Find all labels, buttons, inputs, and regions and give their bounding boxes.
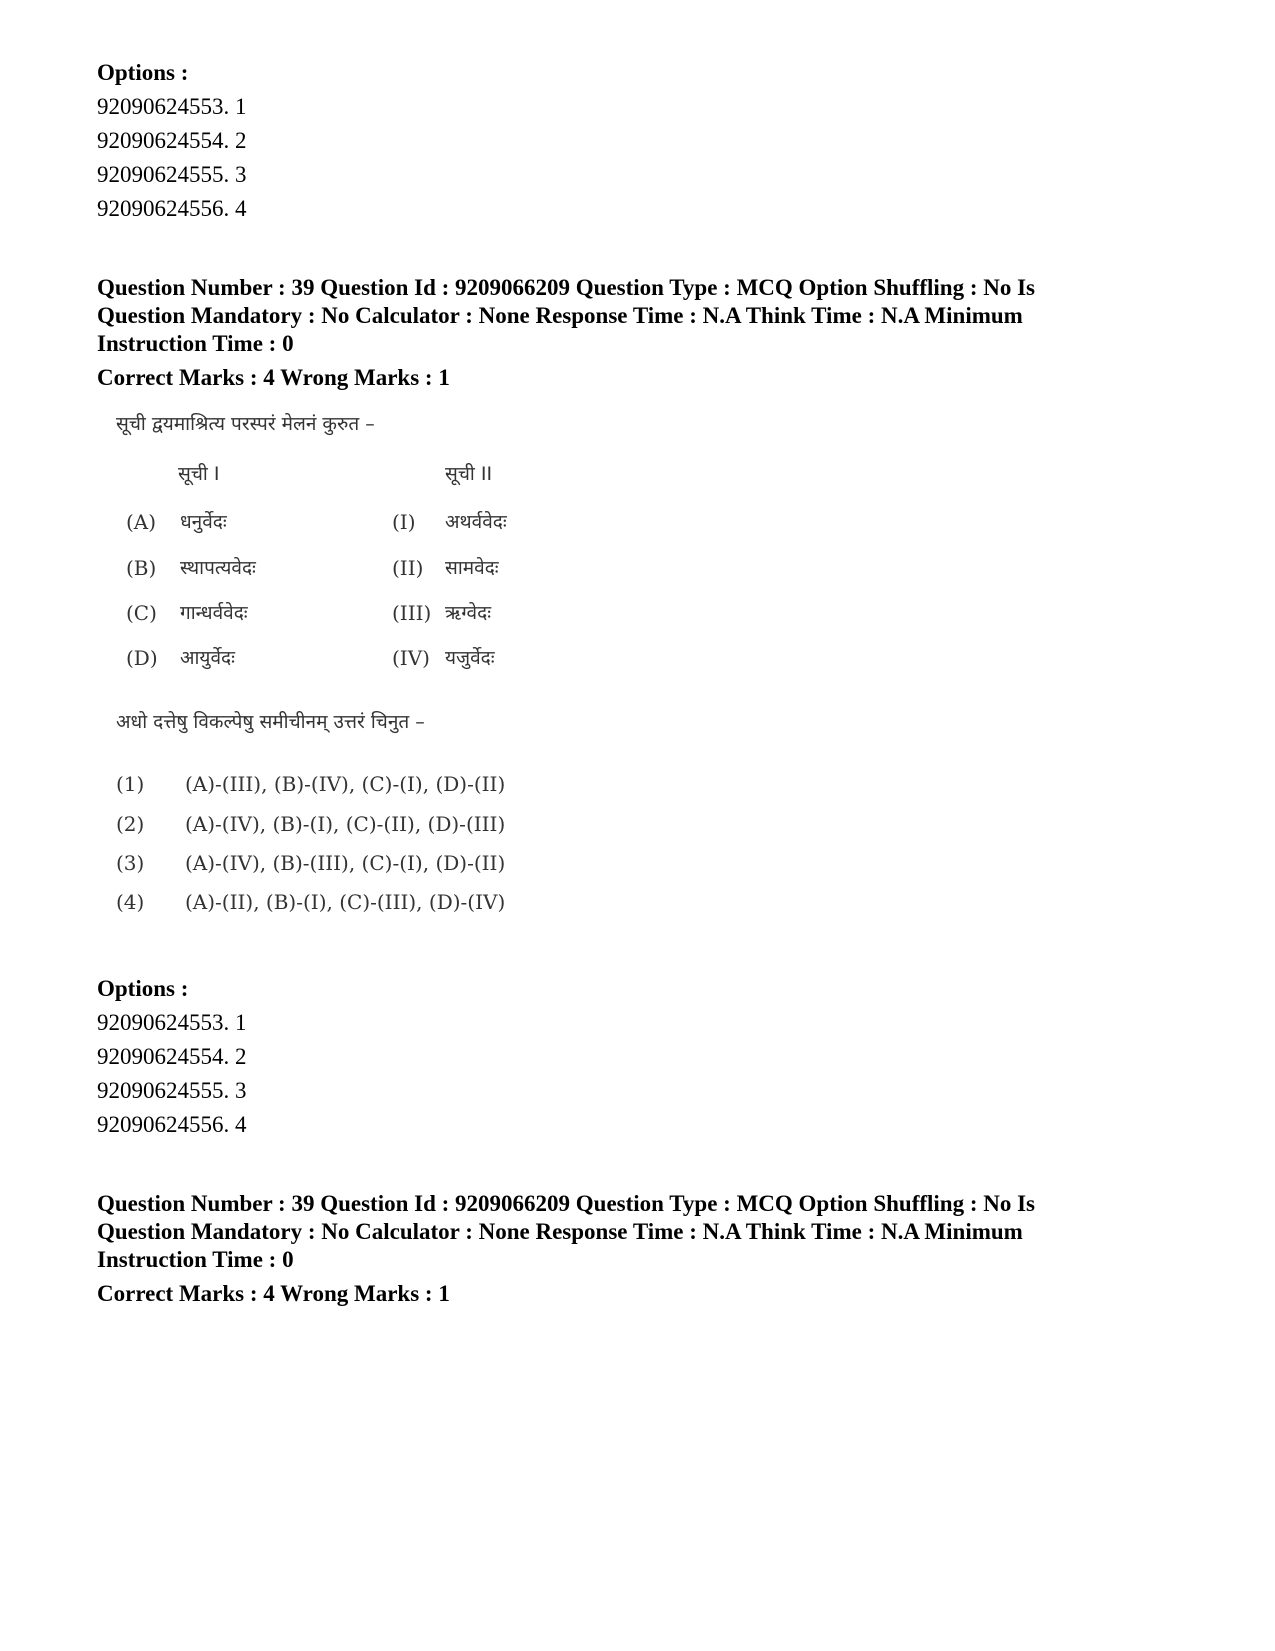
match-right-label: (IV)	[392, 646, 430, 670]
answer-number: (3)	[116, 851, 145, 875]
match-left-text: स्थापत्यवेदः	[180, 557, 256, 579]
match-left-text: आयुर्वेदः	[180, 647, 235, 669]
question-meta-line: Question Mandatory : No Calculator : None Response Time : N.A Think Time : N.A Minimum	[97, 1219, 1023, 1244]
match-left-label: (B)	[126, 556, 157, 580]
answer-number: (2)	[116, 812, 145, 836]
question-instruction: सूची द्वयमाश्रित्य परस्परं मेलनं कुरुत –	[116, 413, 375, 435]
question-meta-line: Question Mandatory : No Calculator : None Response Time : N.A Think Time : N.A Minimum	[97, 303, 1023, 328]
match-left-label: (A)	[126, 510, 157, 534]
match-left-label: (D)	[126, 646, 158, 670]
option-item: 92090624554. 2	[97, 1044, 247, 1069]
list2-heading: सूची II	[445, 463, 493, 485]
option-item: 92090624553. 1	[97, 94, 247, 119]
answer-number: (4)	[116, 890, 145, 914]
match-left-text: धनुर्वेदः	[180, 511, 227, 533]
match-right-label: (III)	[392, 601, 432, 625]
question-image	[100, 408, 540, 968]
question-meta-line: Question Number : 39 Question Id : 9209066209 Question Type : MCQ Option Shuffling : No Is	[97, 275, 1036, 300]
match-right-text: अथर्ववेदः	[445, 511, 507, 533]
option-item: 92090624555. 3	[97, 162, 247, 187]
match-left-text: गान्धर्ववेदः	[180, 602, 248, 624]
match-left-label: (C)	[126, 601, 157, 625]
answer-number: (1)	[116, 772, 145, 796]
option-item: 92090624556. 4	[97, 1112, 247, 1137]
match-right-text: यजुर्वेदः	[445, 647, 495, 669]
answer-text: (A)-(IV), (B)-(I), (C)-(II), (D)-(III)	[185, 812, 506, 836]
option-item: 92090624555. 3	[97, 1078, 247, 1103]
options-heading: Options :	[97, 60, 189, 85]
match-right-label: (II)	[392, 556, 424, 580]
answer-text: (A)-(II), (B)-(I), (C)-(III), (D)-(IV)	[185, 890, 506, 914]
match-right-text: सामवेदः	[445, 557, 499, 579]
question-prompt: अधो दत्तेषु विकल्पेषु समीचीनम् उत्तरं चिनुत –	[116, 711, 425, 733]
marks-line: Correct Marks : 4 Wrong Marks : 1	[97, 365, 450, 390]
question-meta-line: Question Number : 39 Question Id : 9209066209 Question Type : MCQ Option Shuffling : No Is	[97, 1191, 1036, 1216]
option-item: 92090624556. 4	[97, 196, 247, 221]
marks-line: Correct Marks : 4 Wrong Marks : 1	[97, 1281, 450, 1306]
question-meta-line: Instruction Time : 0	[97, 1247, 294, 1272]
match-right-text: ऋग्वेदः	[445, 602, 492, 624]
list1-heading: सूची I	[178, 463, 220, 485]
match-right-label: (I)	[392, 510, 416, 534]
option-item: 92090624554. 2	[97, 128, 247, 153]
options-heading: Options :	[97, 976, 189, 1001]
question-meta-line: Instruction Time : 0	[97, 331, 294, 356]
answer-text: (A)-(III), (B)-(IV), (C)-(I), (D)-(II)	[185, 772, 506, 796]
answer-text: (A)-(IV), (B)-(III), (C)-(I), (D)-(II)	[185, 851, 506, 875]
option-item: 92090624553. 1	[97, 1010, 247, 1035]
